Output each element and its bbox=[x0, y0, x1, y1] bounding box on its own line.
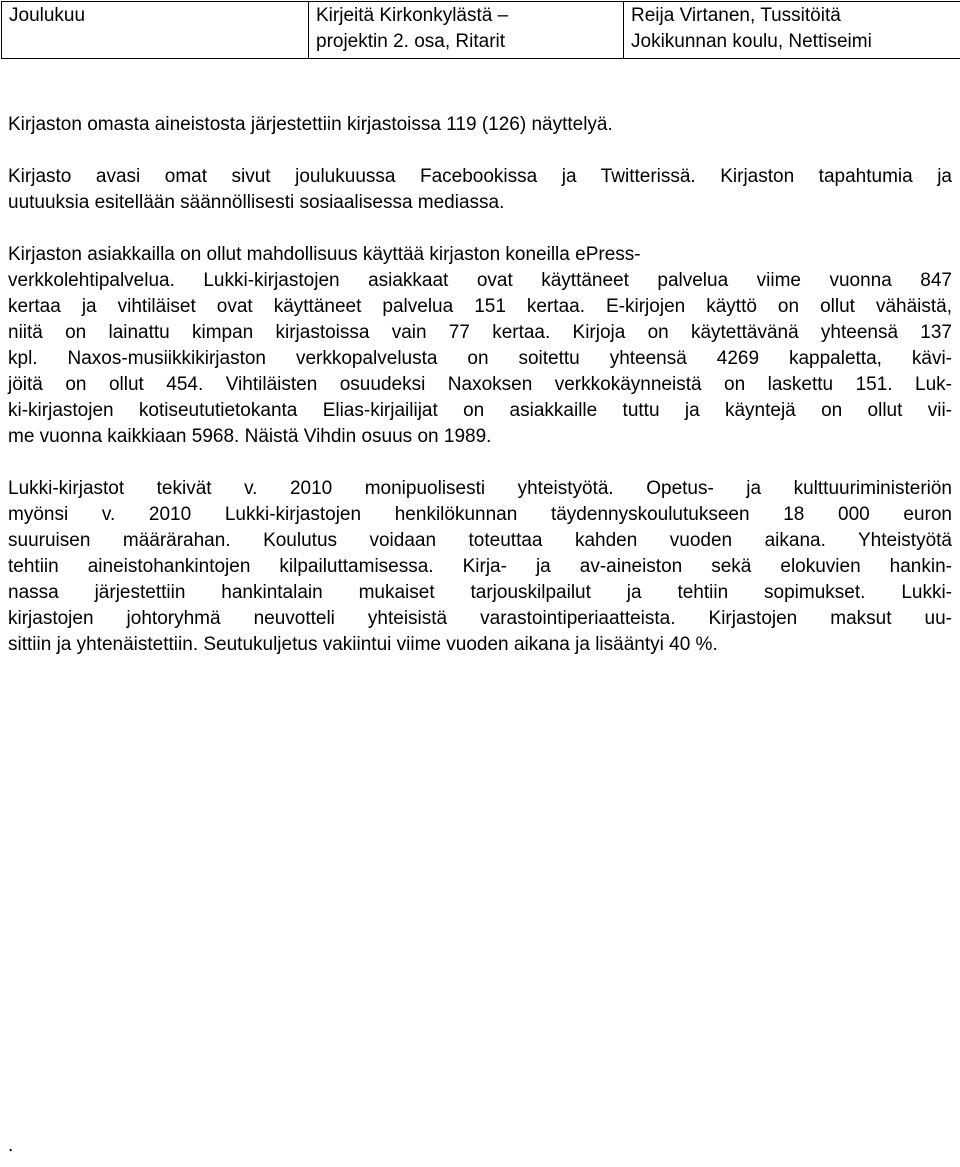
paragraph-social-media bbox=[8, 164, 952, 216]
paragraph-cooperation bbox=[8, 476, 952, 658]
paragraph-line: sittiin ja yhtenäistettiin. Seutukuljetus vakiintui viime vuoden aikana ja lisääntyi 40 %. bbox=[8, 634, 718, 655]
header-author-line-1: Reija Virtanen, Tussitöitä bbox=[631, 5, 841, 26]
header-project-line-2: projektin 2. osa, Ritarit bbox=[316, 31, 506, 52]
header-author-line-2: Jokikunnan koulu, Nettiseimi bbox=[631, 31, 872, 52]
paragraph-line: Kirjasto avasi omat sivut joulukuussa Facebookissa ja Twitterissä. Kirjaston tapahtumia ja bbox=[8, 166, 952, 187]
paragraph-line: suuruisen määrärahan. Koulutus voidaan toteuttaa kahden vuoden aikana. Yhteistyötä bbox=[8, 530, 952, 551]
header-month: Joulukuu bbox=[9, 5, 86, 26]
header-month-cell bbox=[2, 2, 309, 59]
footer-mark: . bbox=[8, 1135, 14, 1156]
paragraph-line: ki-kirjastojen kotiseututietokanta Elias-kirjailijat on asiakkaille tuttu ja käyntejä on ollut vii- bbox=[8, 400, 952, 421]
header-table bbox=[1, 1, 960, 59]
paragraph-line: kertaa ja vihtiläiset ovat käyttäneet palvelua 151 kertaa. E-kirjojen käyttö on ollut vähäistä, bbox=[8, 296, 952, 317]
paragraph-line: kpl. Naxos-musiikkikirjaston verkkopalvelusta on soitettu yhteensä 4269 kappaletta, kävi- bbox=[8, 348, 952, 369]
paragraph-line: me vuonna kaikkiaan 5968. Näistä Vihdin osuus on 1989. bbox=[8, 426, 492, 447]
document-body bbox=[8, 112, 952, 658]
header-project-cell bbox=[309, 2, 624, 59]
paragraph-line: verkkolehtipalvelua. Lukki-kirjastojen asiakkaat ovat käyttäneet palvelua viime vuonna 847 bbox=[8, 270, 952, 291]
paragraph-line: nassa järjestettiin hankintalain mukaiset tarjouskilpailut ja tehtiin sopimukset. Lukki- bbox=[8, 582, 952, 603]
paragraph-line: Kirjaston asiakkailla on ollut mahdollisuus käyttää kirjaston koneilla ePress- bbox=[8, 244, 641, 265]
header-author-cell bbox=[624, 2, 960, 59]
paragraph-line: myönsi v. 2010 Lukki-kirjastojen henkilökunnan täydennyskoulutukseen 18 000 euron bbox=[8, 504, 952, 525]
paragraph-line: jöitä on ollut 454. Vihtiläisten osuudeksi Naxoksen verkkokäynneistä on laskettu 151. Luk- bbox=[8, 374, 952, 395]
paragraph-line: niitä on lainattu kimpan kirjastoissa vain 77 kertaa. Kirjoja on käytettävänä yhteensä 137 bbox=[8, 322, 952, 343]
paragraph-line: kirjastojen johtoryhmä neuvotteli yhteisistä varastointiperiaatteista. Kirjastojen maksut uu- bbox=[8, 608, 952, 629]
paragraph-line: tehtiin aineistohankintojen kilpailuttamisessa. Kirja- ja av-aineiston sekä elokuvien hankin- bbox=[8, 556, 952, 577]
paragraph-e-services bbox=[8, 242, 952, 450]
paragraph-line: Kirjaston omasta aineistosta järjestettiin kirjastoissa 119 (126) näyttelyä. bbox=[8, 114, 613, 135]
header-project-line-1: Kirjeitä Kirkonkylästä – bbox=[316, 5, 509, 26]
paragraph-line: Lukki-kirjastot tekivät v. 2010 monipuolisesti yhteistyötä. Opetus- ja kulttuuriministeriön bbox=[8, 478, 952, 499]
paragraph-exhibitions bbox=[8, 112, 952, 138]
header-row bbox=[2, 2, 960, 59]
paragraph-line: uutuuksia esitellään säännöllisesti sosiaalisessa mediassa. bbox=[8, 192, 505, 213]
